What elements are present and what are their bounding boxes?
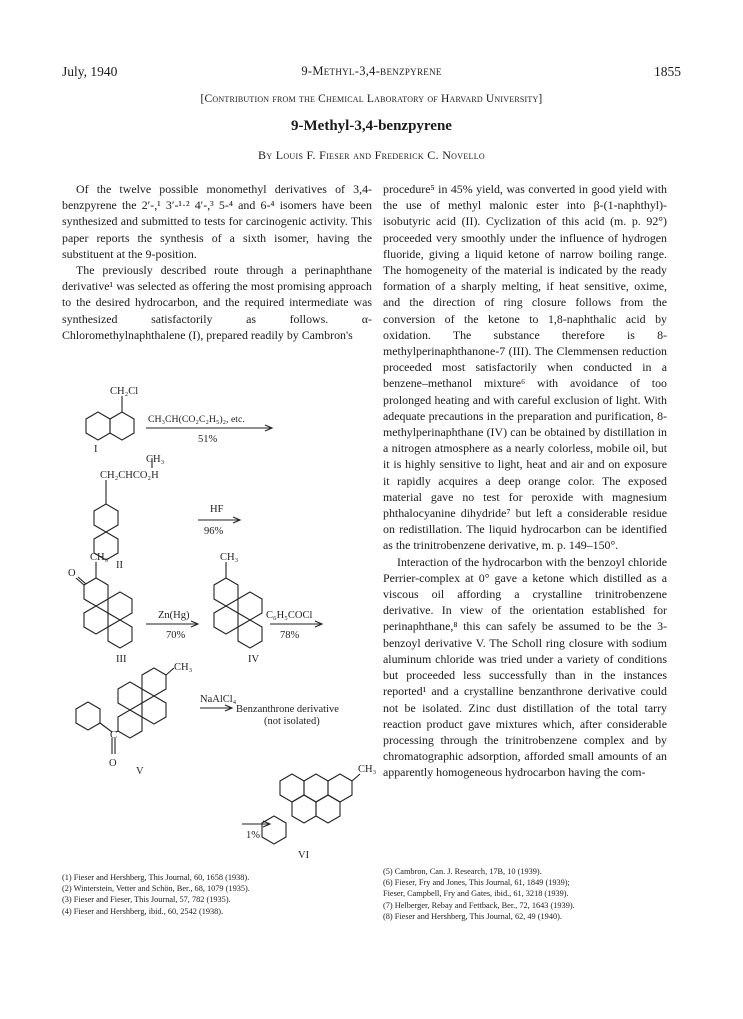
ch3-label-II: CH₃ bbox=[146, 454, 165, 465]
footnote: (5) Cambron, Can. J. Research, 17B, 10 (1939). bbox=[383, 867, 542, 876]
perinaphthane-structure-IV bbox=[214, 562, 262, 648]
naphthalene-structure-I bbox=[86, 396, 134, 440]
yield-step-1: 51% bbox=[198, 434, 218, 445]
contribution-line: [Contribution from the Chemical Laboratory of Harvard University] bbox=[200, 93, 543, 105]
footnote: (4) Fieser and Hershberg, ibid., 60, 2542 (1938). bbox=[62, 906, 224, 916]
reagent-benzoyl-chloride: C₆H₅COCl bbox=[266, 610, 313, 621]
reaction-scheme bbox=[60, 370, 380, 862]
carbonyl-c-V: C bbox=[110, 730, 118, 741]
footnote: (2) Winterstein, Vetter and Schön, Ber., 68, 1079 (1935). bbox=[62, 884, 250, 894]
article-authors: By Louis F. Fieser and Frederick C. Novello bbox=[258, 148, 485, 162]
page-number: 1855 bbox=[654, 64, 681, 79]
perinaphthanone-structure-III bbox=[76, 562, 132, 648]
footnotes-right bbox=[383, 866, 673, 922]
paragraph: Interaction of the hydrocarbon with the benzoyl chloride Perrier-complex at 0° gave a ketone which distilled as a viscous oil affording a crystalline trinitrobenzene derivative. In view of the orientation established for perinaphthane,⁸ this can safely be assumed to be the 3-benzoyl derivative V. The Scholl ring closure with sodium aluminum chloride was tried under a variety of conditions but proceeded less successfully than in the instances reported¹ and a crystalline benzanthrone derivative could not be isolated. Zinc dust distillation of the total tarry reaction product gave mixtures which, after considerable processing through the trinitrobenzene complex and by chromatographic adsorption, afforded small amounts of an apparently homogeneous hydrocarbon having the com- bbox=[383, 554, 667, 780]
benzoyl-structure-V bbox=[76, 668, 174, 754]
yield-step-4: 78% bbox=[280, 630, 300, 641]
header-date: July, 1940 bbox=[62, 64, 118, 79]
yield-step-2: 96% bbox=[204, 526, 224, 537]
ch3-label-III: CH₃ bbox=[90, 552, 109, 563]
ch3-label-VI: CH₃ bbox=[358, 764, 377, 775]
compound-label-V: V bbox=[136, 766, 144, 777]
compound-label-VI: VI bbox=[298, 850, 310, 861]
compound-label-I: I bbox=[94, 444, 98, 455]
ch3-label-V: CH₃ bbox=[174, 662, 193, 673]
footnote: (8) Fieser and Hershberg, This Journal, 62, 49 (1940). bbox=[383, 911, 562, 921]
footnote: (1) Fieser and Hershberg, This Journal, 60, 1658 (1938). bbox=[62, 873, 250, 882]
reagent-malonic-ester: CH₃CH(CO₂C₂H₅)₂, etc. bbox=[148, 414, 245, 425]
left-column bbox=[62, 181, 372, 343]
yield-step-6: 1% bbox=[246, 830, 260, 841]
article-title: 9-Methyl-3,4-benzpyrene bbox=[291, 118, 452, 134]
compound-label-II: II bbox=[116, 560, 123, 571]
reagent-zn-hg: Zn(Hg) bbox=[158, 610, 190, 621]
yield-step-3: 70% bbox=[166, 630, 186, 641]
ch2cl-label: CH₂Cl bbox=[110, 386, 139, 397]
paragraph: The previously described route through a perinaphthane derivative¹ was selected as offering the most promising approach to the desired hydrocarbon, and the required intermediate was synthesized satisfactorily as follows. α-Chloromethylnaphthalene (I), prepared readily by Cambron's bbox=[62, 263, 372, 342]
side-chain-II: CH₂CHCO₂H bbox=[100, 470, 159, 481]
footnote: (6) Fieser, Fry and Jones, This Journal, 61, 1849 (1939); bbox=[383, 878, 570, 888]
footnote: Fieser, Campbell, Fry and Gates, ibid., 61, 3218 (1939). bbox=[383, 889, 569, 899]
product-benzanthrone: Benzanthrone derivative bbox=[236, 704, 339, 715]
paragraph: Of the twelve possible monomethyl derivatives of 3,4-benzpyrene the 2′-,¹ 3′-¹·² 4′-,³ 5-⁴ and 6-⁴ isomers have been synthesized and submitted to tests for carcinogenic activity. This paper reports the synthesis of a sixth isomer, having the substituent at the 9-position. bbox=[62, 182, 372, 261]
compound-label-III: III bbox=[116, 654, 127, 665]
ch3-label-IV: CH₃ bbox=[220, 552, 239, 563]
compound-label-IV: IV bbox=[248, 654, 260, 665]
product-not-isolated: (not isolated) bbox=[264, 716, 320, 727]
carbonyl-o-III: O bbox=[68, 568, 76, 579]
running-title: 9-Methyl-3,4-benzpyrene bbox=[301, 64, 442, 78]
footnote: (7) Helberger, Rebay and Fettback, Ber., 72, 1643 (1939). bbox=[383, 900, 575, 910]
reagent-naalcl4: NaAlCl₄ bbox=[200, 694, 237, 705]
benzpyrene-structure-VI bbox=[262, 774, 360, 844]
right-column bbox=[383, 181, 667, 781]
footnote: (3) Fieser and Fieser, This Journal, 57, 782 (1935). bbox=[62, 895, 231, 905]
reagent-hf: HF bbox=[210, 504, 224, 515]
carbonyl-o-V: O bbox=[109, 758, 117, 769]
footnotes-left bbox=[62, 872, 372, 917]
paragraph: procedure⁵ in 45% yield, was converted in good yield with the use of methyl malonic ester into β-(1-naphthyl)-isobutyric acid (II). Cyclization of this acid (m. p. 92°) proceeded very smoothly under the influence of hydrogen fluoride, giving a liquid ketone of narrow boiling range. The homogeneity of the material is indicated by the ready formation of a sharply melting, if heat sensitive, oxime, and the direction of ring closure follows from the conversion of the ketone to 1,8-naphthalic acid by oxidation. The substance therefore is 8-methylperinaphthanone-7 (III). The Clemmensen reduction proceeded most satisfactorily when conducted in a benzene–methanol mixture⁶ with avoidance of too prolonged heating and with careful exclusion of light. With adequate precautions in the preparation and purification, 8-methylperinaphthane (IV) can be obtained by distillation in a nitrogen atmosphere as a nearly colorless, mobile oil, but it is highly sensitive to light, heat and air and on exposure it rapidly acquires a deep orange color. The exposed material gave no test for peroxide with magnesium phthalocyanine dihydride⁷ but left a considerable residue on redistillation. The liquid hydrocarbon can be identified as the trinitrobenzene derivative, m. p. 149–150°. bbox=[383, 182, 667, 553]
